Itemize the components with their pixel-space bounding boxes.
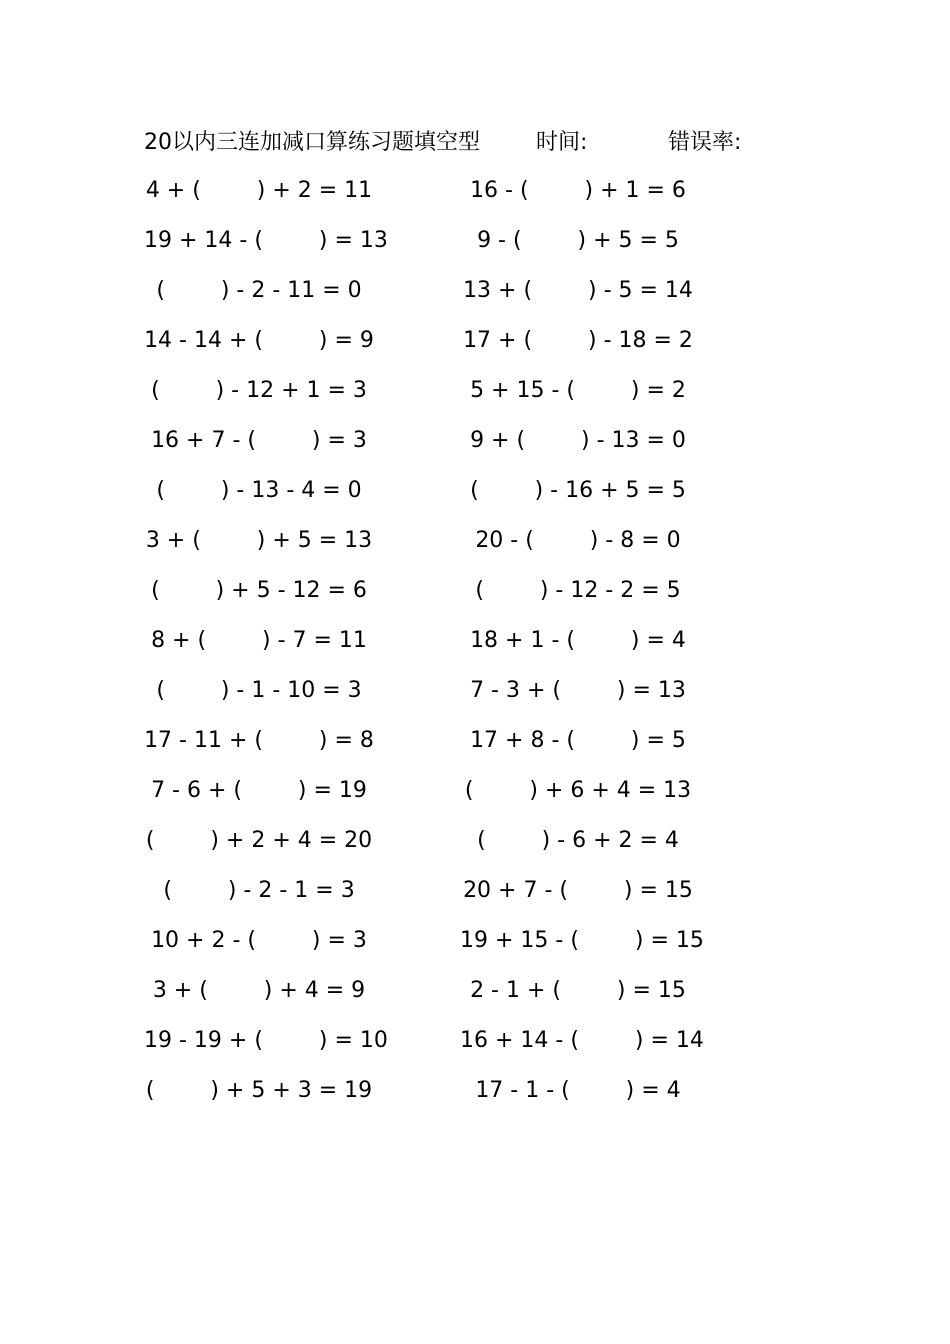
problem-right-19: 17 - 1 - ( ) = 4 bbox=[475, 1078, 681, 1103]
problem-right-15: 20 + 7 - ( ) = 15 bbox=[463, 878, 693, 903]
problem-right-1: 16 - ( ) + 1 = 6 bbox=[470, 178, 686, 203]
error-rate-label: 错误率: bbox=[668, 130, 742, 155]
problem-left-17: 3 + ( ) + 4 = 9 bbox=[152, 978, 366, 1003]
problem-right-13: ( ) + 6 + 4 = 13 bbox=[464, 778, 692, 803]
problem-right-6: 9 + ( ) - 13 = 0 bbox=[470, 428, 686, 453]
problem-right-2: 9 - ( ) + 5 = 5 bbox=[477, 228, 679, 253]
problem-right-9: ( ) - 12 - 2 = 5 bbox=[475, 578, 681, 603]
problem-right-4: 17 + ( ) - 18 = 2 bbox=[463, 328, 693, 353]
problem-right-16: 19 + 15 - ( ) = 15 bbox=[460, 928, 704, 953]
problem-left-4: 14 - 14 + ( ) = 9 bbox=[144, 328, 374, 353]
problem-left-6: 16 + 7 - ( ) = 3 bbox=[151, 428, 367, 453]
problem-right-11: 7 - 3 + ( ) = 13 bbox=[470, 678, 686, 703]
problem-right-12: 17 + 8 - ( ) = 5 bbox=[470, 728, 686, 753]
problem-left-12: 17 - 11 + ( ) = 8 bbox=[144, 728, 374, 753]
problem-right-3: 13 + ( ) - 5 = 14 bbox=[463, 278, 693, 303]
problem-right-17: 2 - 1 + ( ) = 15 bbox=[470, 978, 686, 1003]
problem-right-8: 20 - ( ) - 8 = 0 bbox=[475, 528, 681, 553]
problem-left-8: 3 + ( ) + 5 = 13 bbox=[145, 528, 373, 553]
problem-left-10: 8 + ( ) - 7 = 11 bbox=[151, 628, 367, 653]
problem-left-7: ( ) - 13 - 4 = 0 bbox=[156, 478, 362, 503]
problem-right-14: ( ) - 6 + 2 = 4 bbox=[477, 828, 679, 853]
problem-left-16: 10 + 2 - ( ) = 3 bbox=[151, 928, 367, 953]
problem-right-10: 18 + 1 - ( ) = 4 bbox=[470, 628, 686, 653]
problem-right-7: ( ) - 16 + 5 = 5 bbox=[470, 478, 686, 503]
problem-left-2: 19 + 14 - ( ) = 13 bbox=[144, 228, 388, 253]
problem-right-5: 5 + 15 - ( ) = 2 bbox=[470, 378, 686, 403]
problem-right-18: 16 + 14 - ( ) = 14 bbox=[460, 1028, 704, 1053]
problem-left-19: ( ) + 5 + 3 = 19 bbox=[145, 1078, 373, 1103]
time-label: 时间: bbox=[536, 130, 588, 155]
problem-left-1: 4 + ( ) + 2 = 11 bbox=[145, 178, 373, 203]
problem-left-11: ( ) - 1 - 10 = 3 bbox=[156, 678, 362, 703]
worksheet-title: 20以内三连加减口算练习题填空型 bbox=[144, 130, 480, 155]
problem-left-9: ( ) + 5 - 12 = 6 bbox=[151, 578, 367, 603]
problem-left-14: ( ) + 2 + 4 = 20 bbox=[145, 828, 373, 853]
problem-left-3: ( ) - 2 - 11 = 0 bbox=[156, 278, 362, 303]
problem-left-18: 19 - 19 + ( ) = 10 bbox=[144, 1028, 388, 1053]
problem-left-5: ( ) - 12 + 1 = 3 bbox=[151, 378, 367, 403]
problem-left-15: ( ) - 2 - 1 = 3 bbox=[163, 878, 355, 903]
problem-left-13: 7 - 6 + ( ) = 19 bbox=[151, 778, 367, 803]
